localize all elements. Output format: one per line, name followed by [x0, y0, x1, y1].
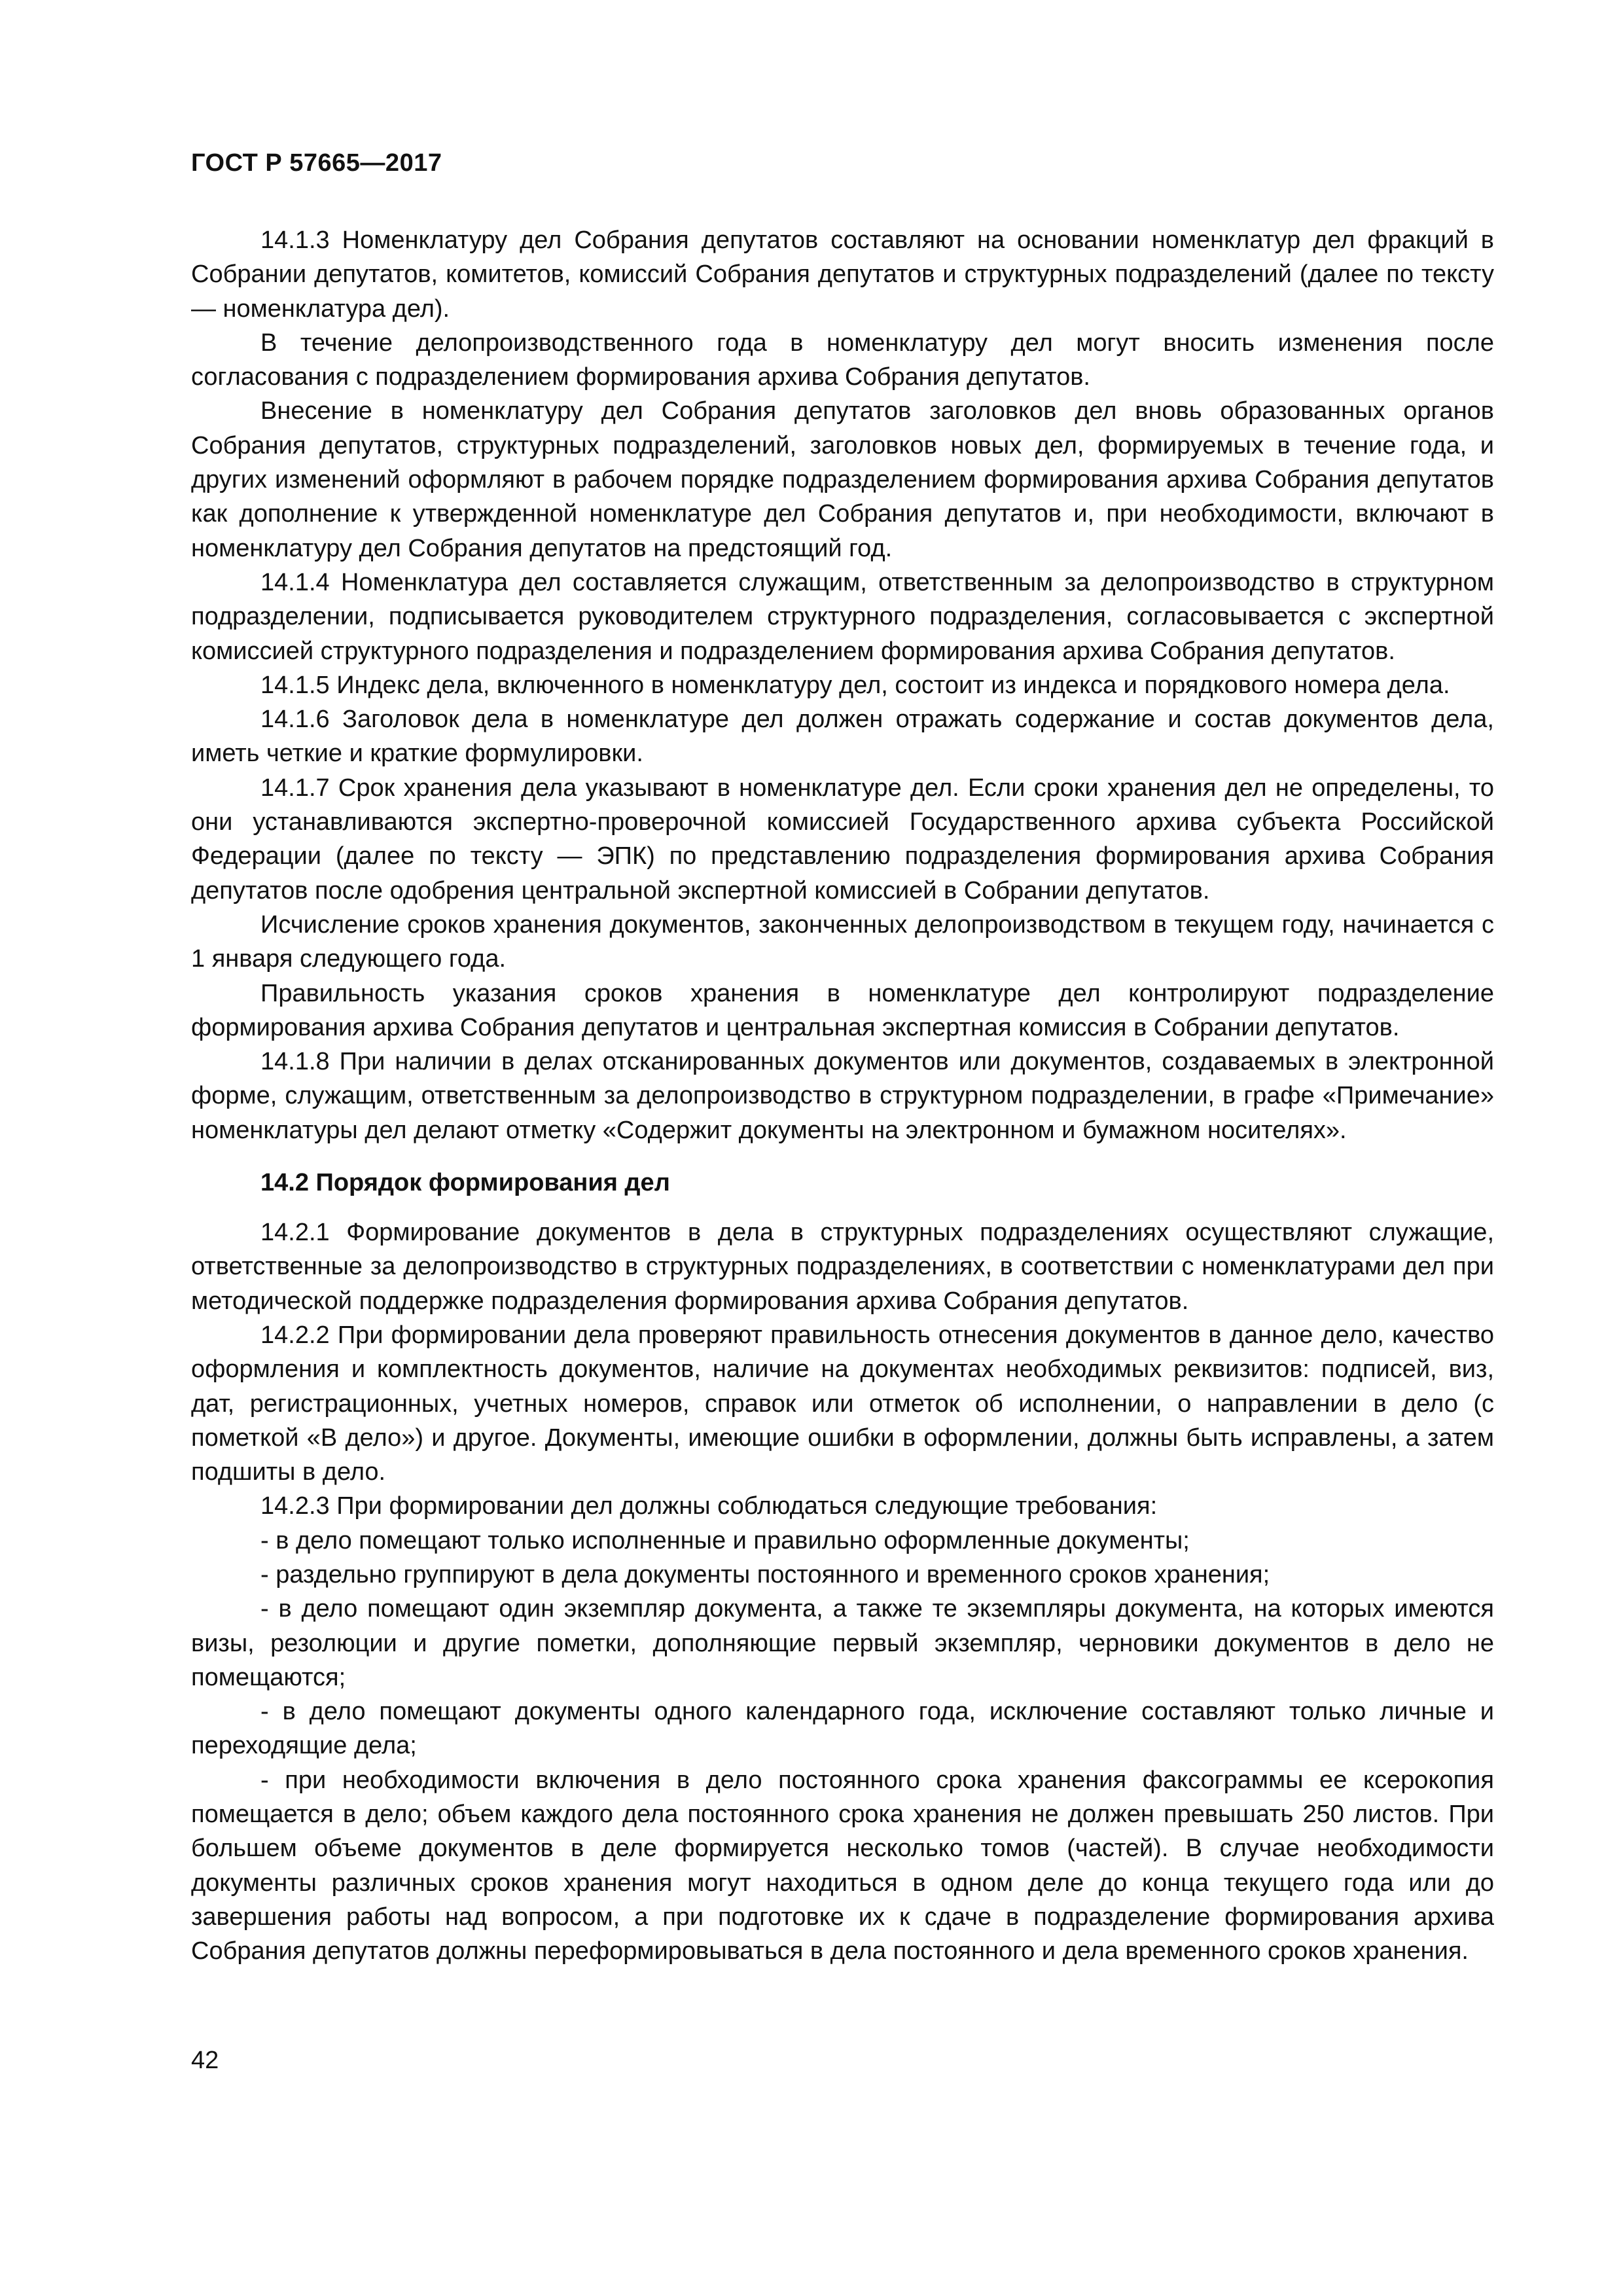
paragraph-14-2-1: 14.2.1 Формирование документов в дела в структурных подразделениях осуществляют служащие, ответственные за делопроизводство в структурных подразделениях, в соответствии с номенклатурами дел при методической поддержке подразделения формирования архива Собрания депутатов. — [191, 1219, 1494, 1315]
paragraph: Правильность указания сроков хранения в номенклатуре дел контролируют подразделение формирования архива Собрания депутатов и центральная экспертная комиссия в Собрании депутатов. — [191, 979, 1494, 1041]
paragraph-14-2-3: 14.2.3 При формировании дел должны соблюдаться следующие требования: — [260, 1492, 1158, 1520]
document-body — [191, 223, 1494, 1969]
paragraph-14-1-7: 14.1.7 Срок хранения дела указывают в номенклатуре дел. Если сроки хранения дел не определены, то они устанавливаются экспертно-проверочной комиссией Государственного архива субъекта Российской Федерации (далее по тексту — ЭПК) по представлению подразделения формирования архива Собрания депутатов после одобрения центральной экспертной комиссией в Собрании депутатов. — [191, 774, 1494, 905]
paragraph: В течение делопроизводственного года в номенклатуру дел могут вносить изменения после согласования с подразделением формирования архива Собрания депутатов. — [191, 329, 1494, 391]
list-item: - при необходимости включения в дело постоянного срока хранения факсограммы ее ксерокопия помещается в дело; объем каждого дела постоянного срока хранения не должен превышать 250 листов. При большем объеме документов в деле формируется несколько томов (частей). В случае необходимости документы различных сроков хранения могут находиться в одном деле до конца текущего года или до завершения работы над вопросом, а при подготовке их к сдаче в подразделение формирования архива Собрания депутатов должны переформировываться в дела постоянного и дела временного сроков хранения. — [191, 1766, 1494, 1965]
page-number: 42 — [191, 2047, 219, 2074]
paragraph-14-1-4: 14.1.4 Номенклатура дел составляется служащим, ответственным за делопроизводство в структурном подразделении, подписывается руководителем структурного подразделения, согласовывается с экспертной комиссией структурного подразделения и подразделением формирования архива Собрания депутатов. — [191, 568, 1494, 665]
list-item: - раздельно группируют в дела документы постоянного и временного сроков хранения; — [260, 1560, 1270, 1588]
document-standard-header: ГОСТ Р 57665—2017 — [191, 149, 442, 177]
paragraph-14-1-6: 14.1.6 Заголовок дела в номенклатуре дел должен отражать содержание и состав документов дела, иметь четкие и краткие формулировки. — [191, 706, 1494, 768]
paragraph: Внесение в номенклатуру дел Собрания депутатов заголовков дел вновь образованных органов Собрания депутатов, структурных подразделений, заголовков новых дел, формируемых в течение года, и других изменений оформляют в рабочем порядке подразделением формирования архива Собрания депутатов как дополнение к утвержденной номенклатуре дел Собрания депутатов и, при необходимости, включают в номенклатуру дел Собрания депутатов на предстоящий год. — [191, 397, 1494, 562]
list-item: - в дело помещают только исполненные и правильно оформленные документы; — [260, 1526, 1190, 1554]
paragraph-14-1-3: 14.1.3 Номенклатуру дел Собрания депутатов составляют на основании номенклатур дел фракций в Собрании депутатов, комитетов, комиссий Собрания депутатов и структурных подразделений (далее по тексту — номенклатура дел). — [191, 226, 1494, 323]
list-item: - в дело помещают один экземпляр документа, а также те экземпляры документа, на которых имеются визы, резолюции и другие пометки, дополняющие первый экземпляр, черновики документов в дело не помещаются; — [191, 1595, 1494, 1691]
paragraph: Исчисление сроков хранения документов, законченных делопроизводством в текущем году, начинается с 1 января следующего года. — [191, 910, 1494, 973]
paragraph-14-2-2: 14.2.2 При формировании дела проверяют правильность отнесения документов в данное дело, качество оформления и комплектность документов, наличие на документах необходимых реквизитов: подписей, виз, дат, регистрационных, учетных номеров, справок или отметок об исполнении, о направлении в дело (с пометкой «В дело») и другое. Документы, имеющие ошибки в оформлении, должны быть исправлены, а затем подшиты в дело. — [191, 1321, 1494, 1486]
list-item: - в дело помещают документы одного календарного года, исключение составляют только личные и переходящие дела; — [191, 1698, 1494, 1760]
paragraph-14-1-8: 14.1.8 При наличии в делах отсканированных документов или документов, создаваемых в электронной форме, служащим, ответственным за делопроизводство в структурном подразделении, в графе «Примечание» номенклатуры дел делают отметку «Содержит документы на электронном и бумажном носителях». — [191, 1048, 1494, 1144]
paragraph-14-1-5: 14.1.5 Индекс дела, включенного в номенклатуру дел, состоит из индекса и порядкового номера дела. — [260, 671, 1450, 699]
section-heading-14-2: 14.2 Порядок формирования дел — [260, 1169, 670, 1197]
